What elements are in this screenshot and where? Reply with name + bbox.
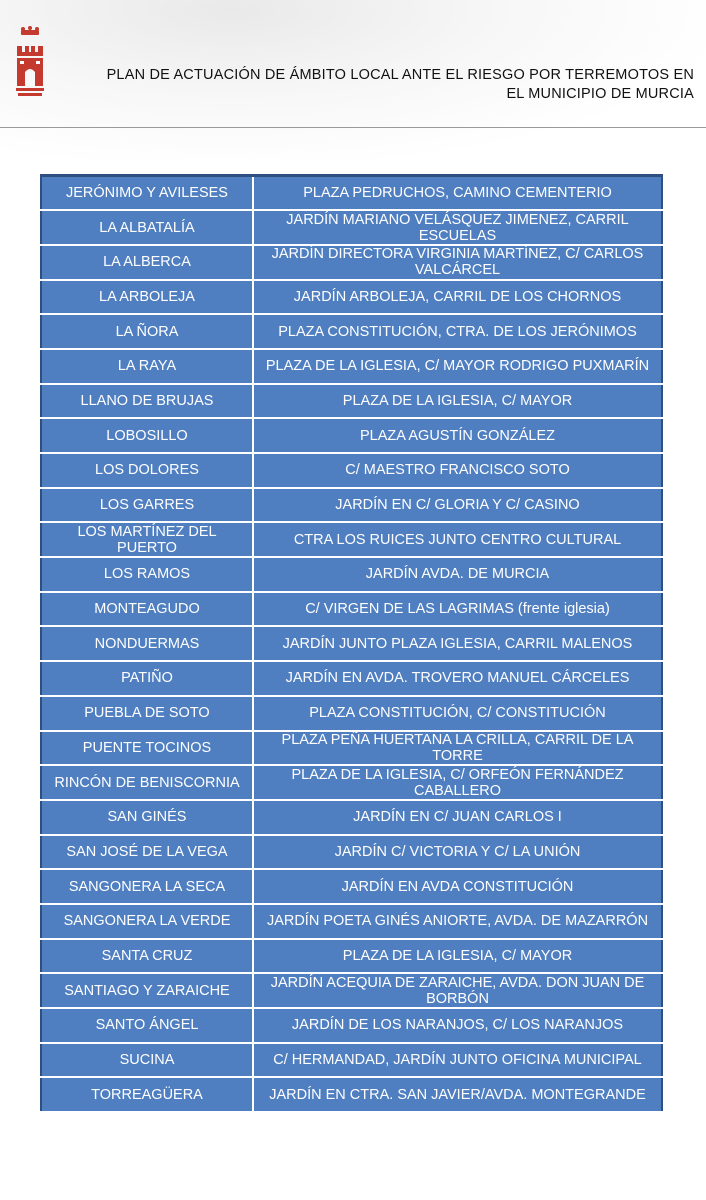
location-text: JARDÍN EN AVDA CONSTITUCIÓN [341,878,574,895]
place-name-cell: LA RAYA [41,349,253,384]
place-name-cell: PUEBLA DE SOTO [41,696,253,731]
location-note: (frente iglesia) [517,601,610,618]
location-text: JARDÍN C/ VICTORIA Y C/ LA UNIÓN [334,843,581,860]
location-text: PLAZA CONSTITUCIÓN, C/ CONSTITUCIÓN [309,705,606,722]
place-name-cell: LOS MARTÍNEZ DEL PUERTO [41,522,253,557]
place-name-cell: LA ALBERCA [41,245,253,280]
location-text: JARDÍN POETA GINÉS ANIORTE, AVDA. DE MAZARRÓN [266,913,649,930]
table-row [41,488,662,523]
table-row [41,349,662,384]
table-row [41,661,662,696]
place-name-cell: LA ARBOLEJA [41,280,253,315]
location-text: JARDÍN DE LOS NARANJOS, C/ LOS NARANJOS [291,1017,624,1034]
location-text: PLAZA CONSTITUCIÓN, CTRA. DE LOS JERÓNIMOS [278,323,637,340]
location-text: CTRA LOS RUICES JUNTO CENTRO CULTURAL [293,531,622,548]
table-row [41,453,662,488]
place-name-cell: PUENTE TOCINOS [41,731,253,766]
location-cell [253,1008,662,1043]
location-cell [253,626,662,661]
location-text: JARDÍN EN AVDA. TROVERO MANUEL CÁRCELES [285,670,630,687]
table-row [41,731,662,766]
header-title-line1: PLAN DE ACTUACIÓN DE ÁMBITO LOCAL ANTE EL RIESGO POR TERREMOTOS EN [106,67,694,83]
table-row [41,1077,662,1112]
table-row [41,1043,662,1078]
table-row [41,869,662,904]
location-cell [253,280,662,315]
table-row [41,592,662,627]
place-name-cell: SUCINA [41,1043,253,1078]
location-text: JARDÍN ACEQUIA DE ZARAICHE, AVDA. DON JUAN DE BORBÓN [270,974,645,1007]
place-name-cell: LOS GARRES [41,488,253,523]
location-text: JARDÍN DIRECTORA VIRGINIA MARTÍNEZ, C/ CARLOS VALCÁRCEL [271,246,644,279]
location-text: JARDÍN AVDA. DE MURCIA [365,566,550,583]
location-cell [253,245,662,280]
location-cell [253,765,662,800]
table-row [41,210,662,245]
place-name-cell: LA ALBATALÍA [41,210,253,245]
table-row [41,176,662,211]
table-row [41,418,662,453]
header-divider [0,127,706,128]
place-name-cell: RINCÓN DE BENISCORNIA [41,765,253,800]
place-name-cell: LOBOSILLO [41,418,253,453]
location-text: PLAZA DE LA IGLESIA, C/ ORFEÓN FERNÁNDEZ CABALLERO [291,766,624,799]
location-cell [253,384,662,419]
table-row [41,1008,662,1043]
table-row [41,522,662,557]
location-text: PLAZA DE LA IGLESIA, C/ MAYOR [342,392,573,409]
table-row [41,904,662,939]
location-text: PLAZA DE LA IGLESIA, C/ MAYOR [342,947,573,964]
location-text: PLAZA DE LA IGLESIA, C/ MAYOR RODRIGO PUXMARÍN [265,358,650,375]
place-name-cell: MONTEAGUDO [41,592,253,627]
place-name-cell: LOS DOLORES [41,453,253,488]
location-text: C/ HERMANDAD, JARDÍN JUNTO OFICINA MUNICIPAL [273,1052,642,1069]
table-row [41,835,662,870]
table-row [41,696,662,731]
location-cell [253,557,662,592]
location-text: JARDÍN JUNTO PLAZA IGLESIA, CARRIL MALENOS [282,635,633,652]
table-row [41,626,662,661]
table-row [41,384,662,419]
meeting-points-table [40,174,663,1113]
header-title-line2: EL MUNICIPIO DE MURCIA [506,86,694,102]
place-name-cell: TORREAGÜERA [41,1077,253,1112]
location-cell [253,522,662,557]
table-row [41,314,662,349]
place-name-cell: LOS RAMOS [41,557,253,592]
location-text: JARDÍN MARIANO VELÁSQUEZ JIMENEZ, CARRIL ESCUELAS [286,211,629,244]
place-name-cell: SANTA CRUZ [41,939,253,974]
location-cell [253,1077,662,1112]
place-name-cell: LLANO DE BRUJAS [41,384,253,419]
table-row [41,939,662,974]
location-text: PLAZA PEDRUCHOS, CAMINO CEMENTERIO [303,185,612,202]
place-name-cell: SANTIAGO Y ZARAICHE [41,973,253,1008]
location-cell [253,835,662,870]
location-text: JARDÍN EN CTRA. SAN JAVIER/AVDA. MONTEGRANDE [269,1086,646,1103]
location-cell [253,939,662,974]
table-row [41,973,662,1008]
location-text: PLAZA AGUSTÍN GONZÁLEZ [360,427,555,444]
location-cell [253,731,662,766]
document-header [94,66,694,104]
place-name-cell: SANGONERA LA VERDE [41,904,253,939]
location-text: C/ VIRGEN DE LAS LAGRIMAS [305,601,514,618]
location-cell [253,696,662,731]
location-cell [253,869,662,904]
murcia-coat-of-arms-icon [14,26,46,98]
location-cell [253,488,662,523]
place-name-cell: PATIÑO [41,661,253,696]
location-cell [253,973,662,1008]
location-text: C/ MAESTRO FRANCISCO SOTO [345,462,570,479]
table-row [41,800,662,835]
location-cell [253,1043,662,1078]
location-cell [253,800,662,835]
location-cell [253,314,662,349]
location-text: JARDÍN EN C/ JUAN CARLOS I [353,809,562,826]
place-name-cell: LA ÑORA [41,314,253,349]
location-cell [253,592,662,627]
place-name-cell: SAN GINÉS [41,800,253,835]
location-cell [253,349,662,384]
place-name-cell: JERÓNIMO Y AVILESES [41,176,253,211]
place-name-cell: NONDUERMAS [41,626,253,661]
location-cell [253,210,662,245]
location-text: PLAZA PEÑA HUERTANA LA CRILLA, CARRIL DE LA TORRE [281,731,634,764]
table-row [41,557,662,592]
location-cell [253,453,662,488]
location-text: JARDÍN EN C/ GLORIA Y C/ CASINO [335,497,580,514]
place-name-cell: SANGONERA LA SECA [41,869,253,904]
location-cell [253,661,662,696]
table-row [41,765,662,800]
place-name-cell: SAN JOSÉ DE LA VEGA [41,835,253,870]
table-row [41,245,662,280]
location-cell [253,904,662,939]
location-cell [253,418,662,453]
table-row [41,280,662,315]
location-text: JARDÍN ARBOLEJA, CARRIL DE LOS CHORNOS [293,288,622,305]
location-cell [253,176,662,211]
place-name-cell: SANTO ÁNGEL [41,1008,253,1043]
